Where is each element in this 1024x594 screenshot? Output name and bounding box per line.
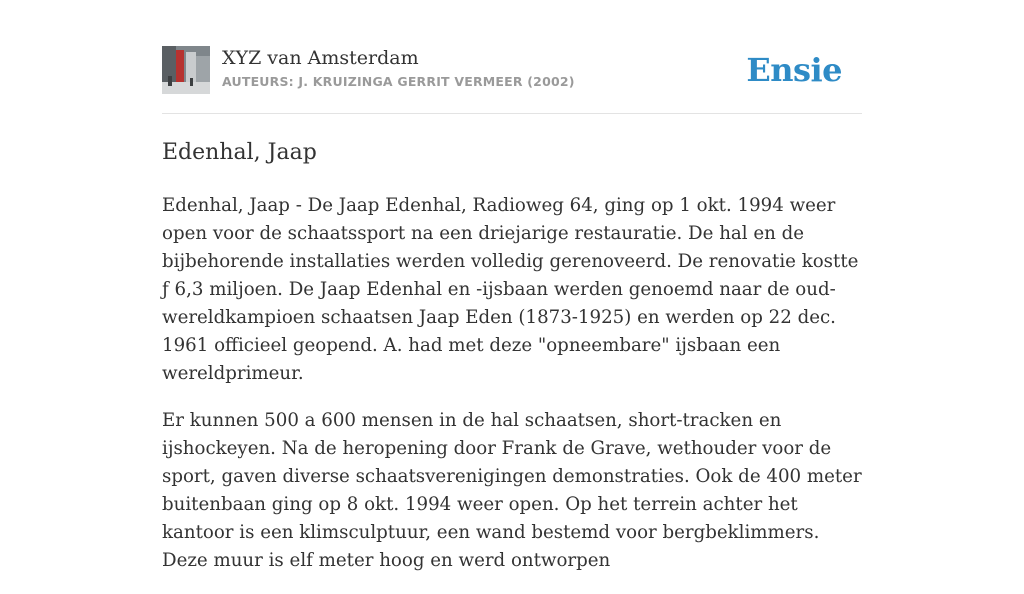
- source-authors: AUTEURS: J. KRUIZINGA GERRIT VERMEER (2002): [222, 74, 575, 89]
- source-header: [162, 46, 862, 96]
- article: [162, 136, 862, 594]
- book-cover-image: [162, 46, 210, 94]
- article-title: Edenhal, Jaap: [162, 140, 317, 165]
- source-avatar[interactable]: [162, 46, 210, 94]
- article-paragraph: Edenhal, Jaap - De Jaap Edenhal, Radioweg 64, ging op 1 okt. 1994 weer open voor de schaatssport na een driejarige restauratie. De hal en de bijbehorende installaties werden volledig gerenoveerd. De renovatie kostte ƒ 6,3 miljoen. De Jaap Edenhal en -ijsbaan werden genoemd naar de oud-wereldkampioen schaatsen Jaap Eden (1873-1925) en werden op 22 dec. 1961 officieel geopend. A. had met deze "opneembare" ijsbaan een wereldprimeur.: [162, 195, 859, 384]
- article-paragraph: Er kunnen 500 a 600 mensen in de hal schaatsen, short-tracken en ijshockeyen. Na de heropening door Frank de Grave, wethouder voor de sport, gaven diverse schaatsverenigingen demonstraties. Ook de 400 meter buitenbaan ging op 8 okt. 1994 weer open. Op het terrein achter het kantoor is een klimsculptuur, een wand bestemd voor bergbeklimmers. Deze muur is elf meter hoog en werd ontworpen: [162, 410, 862, 571]
- header-divider: [162, 113, 862, 114]
- brand-logo[interactable]: Ensie: [746, 51, 842, 89]
- source-title[interactable]: XYZ van Amsterdam: [222, 47, 419, 69]
